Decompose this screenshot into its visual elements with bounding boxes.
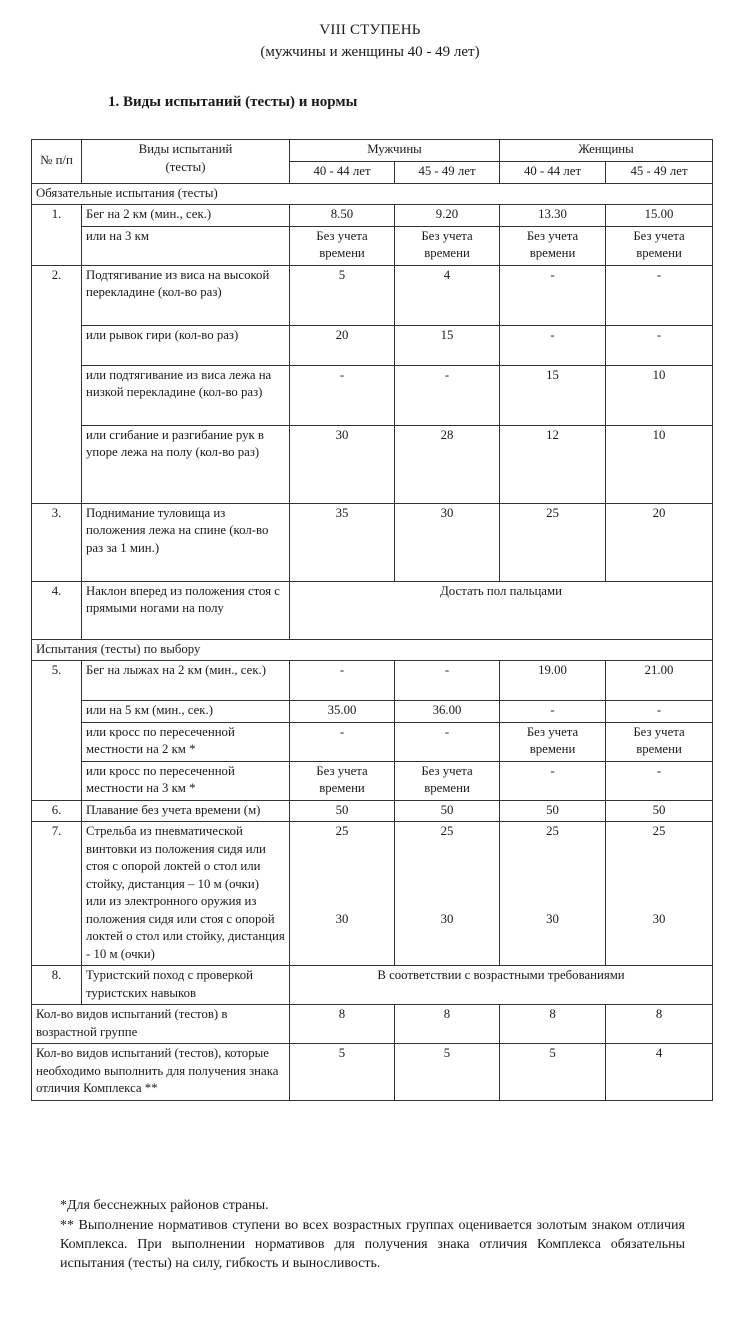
norm-value: 5 <box>290 1044 395 1101</box>
norm-value: 35.00 <box>290 701 395 723</box>
row-number: 7. <box>32 822 82 966</box>
test-name-part: Стрельба из пневматической винтовки из положения сидя или стоя с опорой локтей о стол или стойку, дистанция – 10 м (очки) <box>86 824 266 891</box>
norm-value: 36.00 <box>395 701 500 723</box>
test-name: Бег на лыжах на 2 км (мин., сек.) <box>82 661 290 701</box>
table-row <box>32 966 713 1005</box>
norm-value: 15 <box>395 325 500 365</box>
row-number: 1. <box>32 205 82 266</box>
section-optional: Испытания (тесты) по выбору <box>32 639 713 661</box>
norm-value: 8 <box>395 1005 500 1044</box>
table-row <box>32 365 713 425</box>
norm-value: - <box>500 761 606 800</box>
norm-value-pair <box>606 822 713 966</box>
norm-value: 15 <box>500 365 606 425</box>
test-name: Кол-во видов испытаний (тестов) в возрастной группе <box>32 1005 290 1044</box>
norm-value: 20 <box>606 503 713 581</box>
table-row <box>32 722 713 761</box>
norm-value: - <box>290 661 395 701</box>
table-row <box>32 822 713 966</box>
test-name: или подтягивание из виса лежа на низкой перекладине (кол-во раз) <box>82 365 290 425</box>
norm-value: 8 <box>500 1005 606 1044</box>
header-men: Мужчины <box>290 140 500 162</box>
header-test-line1: Виды испытаний <box>138 142 233 156</box>
norm-value: 19.00 <box>500 661 606 701</box>
table-row <box>32 761 713 800</box>
norm-value: Без учета времени <box>500 226 606 265</box>
norm-value: 30 <box>546 911 559 926</box>
table-row <box>32 581 713 639</box>
table-row <box>32 325 713 365</box>
norm-value: 4 <box>606 1044 713 1101</box>
norm-value: 12 <box>500 425 606 503</box>
table-row <box>32 503 713 581</box>
norm-value: 25 <box>440 824 454 838</box>
norm-value: 8 <box>290 1005 395 1044</box>
norms-table <box>31 139 713 1101</box>
age-header: 45 - 49 лет <box>606 162 713 184</box>
norm-value: 30 <box>290 425 395 503</box>
norm-value: 25 <box>652 824 666 838</box>
table-row <box>32 661 713 701</box>
row-number: 8. <box>32 966 82 1005</box>
norm-value: 5 <box>395 1044 500 1101</box>
norm-value: 50 <box>606 800 713 822</box>
test-name: Кол-во видов испытаний (тестов), которые необходимо выполнить для получения знака отличия Комплекса ** <box>32 1044 290 1101</box>
age-header: 40 - 44 лет <box>290 162 395 184</box>
norm-value: - <box>606 761 713 800</box>
test-name-part: или из электронного оружия из положения сидя или стоя с опорой локтей о стол или стойку, дистанция - 10 м (очки) <box>86 894 285 961</box>
norm-value: 30 <box>440 911 454 926</box>
norm-value: 8 <box>606 1005 713 1044</box>
norm-value: - <box>290 722 395 761</box>
norm-value: 30 <box>395 503 500 581</box>
test-name: Плавание без учета времени (м) <box>82 800 290 822</box>
age-header: 45 - 49 лет <box>395 162 500 184</box>
norm-value: - <box>395 661 500 701</box>
test-name: Подтягивание из виса на высокой перекладине (кол-во раз) <box>82 265 290 325</box>
table-row <box>32 425 713 503</box>
table-row <box>32 226 713 265</box>
norm-value: 50 <box>395 800 500 822</box>
norm-value-merged: Достать пол пальцами <box>290 581 713 639</box>
norm-value: Без учета времени <box>395 226 500 265</box>
norm-value-merged: В соответствии с возрастными требованиями <box>290 966 713 1005</box>
norm-value: 5 <box>290 265 395 325</box>
norm-value: - <box>290 365 395 425</box>
norm-value-pair <box>500 822 606 966</box>
norm-value-pair <box>290 822 395 966</box>
row-number: 5. <box>32 661 82 801</box>
test-name: Туристский поход с проверкой туристских навыков <box>82 966 290 1005</box>
stage-title: VIII СТУПЕНЬ <box>319 22 421 38</box>
norm-value: 5 <box>500 1044 606 1101</box>
row-number: 2. <box>32 265 82 503</box>
footnote-gold-badge: ** Выполнение нормативов ступени во всех возрастных группах оценивается золотым знаком отличия Комплекса. При выполнении нормативов для получения знака отличия Комплекса обязательны испытания (тесты) на силу, гибкость и выносливость. <box>60 1218 685 1271</box>
section-row <box>32 183 713 205</box>
norm-value: - <box>500 701 606 723</box>
test-name: или кросс по пересеченной местности на 3 км * <box>82 761 290 800</box>
table-row <box>32 1044 713 1101</box>
norm-value: 28 <box>395 425 500 503</box>
header-test <box>82 140 290 184</box>
norm-value: 30 <box>652 911 666 926</box>
table-row <box>32 800 713 822</box>
row-number: 4. <box>32 581 82 639</box>
norm-value: 50 <box>500 800 606 822</box>
norm-value: Без учета времени <box>290 761 395 800</box>
norm-value: 21.00 <box>606 661 713 701</box>
norm-value: - <box>500 325 606 365</box>
test-name: или кросс по пересеченной местности на 2 км * <box>82 722 290 761</box>
header-women: Женщины <box>500 140 713 162</box>
norm-value: - <box>395 365 500 425</box>
test-name: или сгибание и разгибание рук в упоре лежа на полу (кол-во раз) <box>82 425 290 503</box>
table-row <box>32 701 713 723</box>
norm-value: Без учета времени <box>500 722 606 761</box>
footnote-snowless: *Для бесснежных районов страны. <box>60 1198 269 1213</box>
norm-value: - <box>606 325 713 365</box>
norm-value: Без учета времени <box>395 761 500 800</box>
row-number: 6. <box>32 800 82 822</box>
norm-value: 20 <box>290 325 395 365</box>
age-header: 40 - 44 лет <box>500 162 606 184</box>
norm-value: Без учета времени <box>606 226 713 265</box>
header-test-line2: (тесты) <box>165 159 206 174</box>
table-row <box>32 1005 713 1044</box>
norm-value-pair <box>395 822 500 966</box>
norm-value: 4 <box>395 265 500 325</box>
test-name: Поднимание туловища из положения лежа на спине (кол-во раз за 1 мин.) <box>82 503 290 581</box>
test-name: или на 3 км <box>82 226 290 265</box>
stage-subtitle: (мужчины и женщины 40 - 49 лет) <box>260 44 480 60</box>
norm-value: - <box>500 265 606 325</box>
header-num: № п/п <box>32 140 82 184</box>
norm-value: 35 <box>290 503 395 581</box>
norm-value: - <box>606 265 713 325</box>
norm-value: 10 <box>606 365 713 425</box>
row-number: 3. <box>32 503 82 581</box>
norm-value: 13.30 <box>500 205 606 227</box>
norm-value: 8.50 <box>290 205 395 227</box>
norm-value: 50 <box>290 800 395 822</box>
table-header-row <box>32 140 713 162</box>
norm-value: Без учета времени <box>606 722 713 761</box>
table-row <box>32 265 713 325</box>
norm-value: Без учета времени <box>290 226 395 265</box>
section-row <box>32 639 713 661</box>
norm-value: 15.00 <box>606 205 713 227</box>
test-name: Наклон вперед из положения стоя с прямыми ногами на полу <box>82 581 290 639</box>
test-name: или на 5 км (мин., сек.) <box>82 701 290 723</box>
test-name <box>82 822 290 966</box>
norm-value: 30 <box>335 911 349 926</box>
norm-value: 10 <box>606 425 713 503</box>
norm-value: - <box>395 722 500 761</box>
norm-value: - <box>606 701 713 723</box>
norm-value: 25 <box>546 824 559 838</box>
test-name: или рывок гири (кол-во раз) <box>82 325 290 365</box>
section-required: Обязательные испытания (тесты) <box>32 183 713 205</box>
norm-value: 25 <box>335 824 349 838</box>
test-name: Бег на 2 км (мин., сек.) <box>82 205 290 227</box>
norm-value: 25 <box>500 503 606 581</box>
section-heading: 1. Виды испытаний (тесты) и нормы <box>108 94 358 110</box>
table-row <box>32 205 713 227</box>
norm-value: 9.20 <box>395 205 500 227</box>
